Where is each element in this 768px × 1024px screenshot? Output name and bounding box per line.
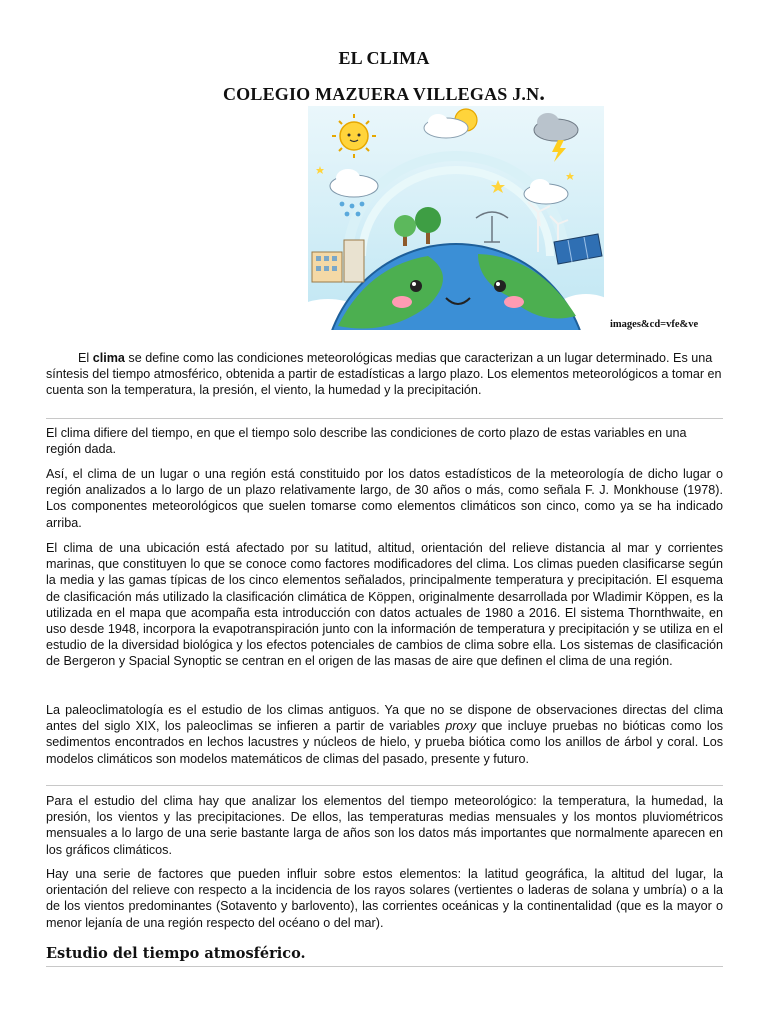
climate-earth-illustration xyxy=(308,106,604,330)
paragraph-elementos: Para el estudio del clima hay que analizar los elementos del tiempo meteorológico: la temperatura, la humedad, la presión, los vientos y las precipitaciones. De ellos, las temperaturas medias mensuales y los montos pluviométricos mensuales a lo largo de una serie bastante larga de años son los datos más importantes que normalmente aparecen en los gráficos climáticos. xyxy=(46,794,723,857)
paragraph-definition xyxy=(46,350,723,399)
paragraph-paleo-c: que incluye pruebas no bióticas como los sedimentos encontrados en lechos lacustres y núcleos de hielo, y prueba biótica como los anillos de árbol y coral. Los modelos climáticos son modelos matemáticos de climas del pasado, presente y futuro. xyxy=(46,719,723,766)
paragraph-factores: Hay una serie de factores que pueden influir sobre estos elementos: la latitud geográfica, la altitud del lugar, la orientación del relieve con respecto a la incidencia de los rayos solares (vertientes o laderas de solana y umbría) o a la de los vientos predominantes (Sotavento y barlovento), las corrientes oceánicas y la continentalidad (que es la mayor o menor lejanía de una región respecto del océano o del mar). xyxy=(46,867,723,930)
section-heading: Estudio del tiempo atmosférico. xyxy=(46,945,306,962)
paragraph-definition-intro: El xyxy=(78,351,93,365)
school-name-text: COLEGIO MAZUERA VILLEGAS J.N xyxy=(222,84,540,104)
paragraph-estadisticas: Así, el clima de un lugar o una región está constituido por los datos estadísticos de la meteorología de dicho lugar o región analizados a lo largo de un plazo relativamente largo, de 30 años o más, como señala F. J. Monkhouse (1978). Los componentes meteorológicos que suelen tomarse como elementos climáticos son cinco, como ya se ha indicado arriba. xyxy=(46,467,723,530)
school-name xyxy=(0,80,768,106)
divider xyxy=(46,966,723,967)
divider xyxy=(46,418,723,419)
page-title: EL CLIMA xyxy=(338,48,430,68)
paragraph-definition-body: se define como las condiciones meteorológicas medias que caracterizan a un lugar determinado. Es una síntesis del tiempo atmosférico, obtenida a partir de estadísticas a largo plazo. Los elementos meteorológicos a tomar en cuenta son la temperatura, la presión, el viento, la humedad y la precipitación. xyxy=(46,351,722,398)
image-caption: images&cd=vfe&ve xyxy=(610,319,699,330)
paragraph-clima-vs-tiempo: El clima difiere del tiempo, en que el tiempo solo describe las condiciones de corto plazo de estas variables en una región dada. xyxy=(46,426,687,457)
term-proxy: proxy xyxy=(445,719,476,734)
paragraph-paleo-a: La paleoclimatología es el estudio de los climas antiguos. Ya que no se dispone de observaciones directas del clima antes del siglo XIX, los paleoclimas se infieren a partir de variables xyxy=(46,703,723,734)
climate-earth-icon xyxy=(308,106,604,330)
divider xyxy=(46,785,723,786)
paragraph-paleoclimatologia xyxy=(46,702,723,767)
keyword-clima: clima xyxy=(92,351,125,365)
school-name-dot: . xyxy=(539,80,546,105)
paragraph-factores-clasificacion: El clima de una ubicación está afectado por su latitud, altitud, orientación del relieve distancia al mar y corrientes marinas, que constituyen lo que se conoce como factores modificadores del clima. Los climas pueden clasificarse según la media y las gamas típicas de los cinco elementos señalados, principalmente temperatura y precipitación. El esquema de clasificación más utilizado la clasificación climática de Köppen, originalmente desarrollada por Wladimir Köppen, es la utilizada en el mapa que acompaña esta introducción con datos actuales de 1980 a 2016. El sistema Thornthwaite, en uso desde 1948, incorpora la evapotranspiración junto con la información de temperatura y precipitación y se utiliza en el estudio de la diversidad biológica y los efectos potenciales de cambios de clima sobre ella. Los sistemas de clasificación de Bergeron y Spacial Synoptic se centran en el origen de las masas de aire que definen el clima de una región. xyxy=(46,541,723,669)
